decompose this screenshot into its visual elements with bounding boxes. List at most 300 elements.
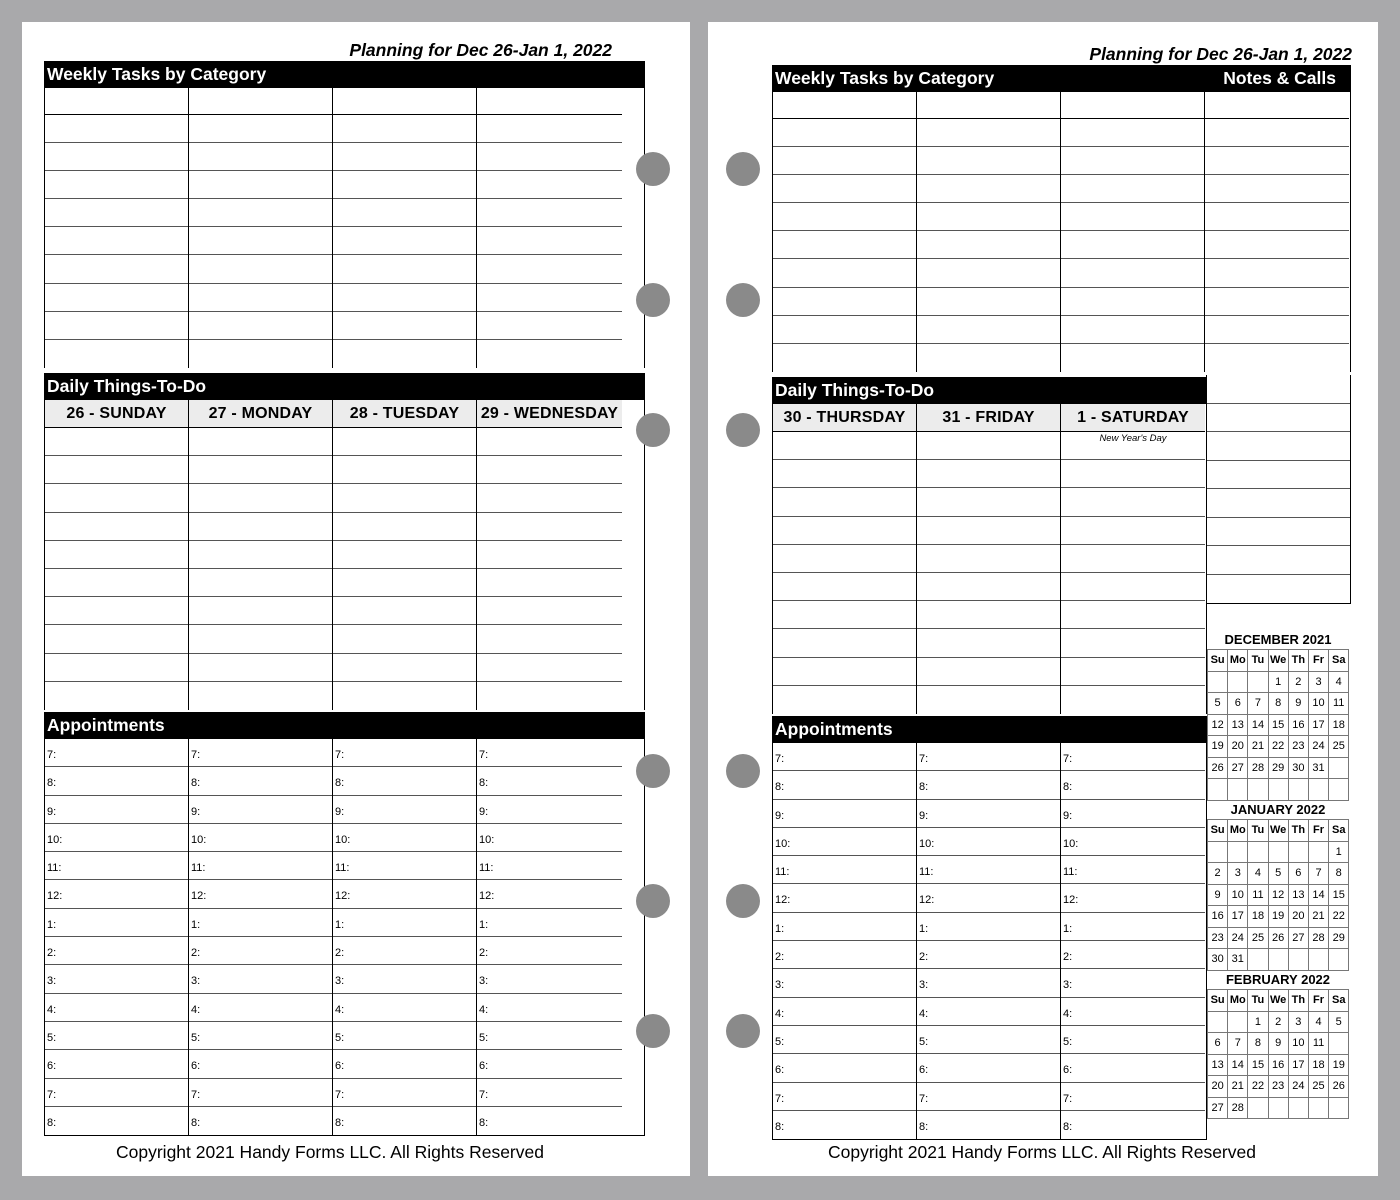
appointment-slot[interactable] <box>45 880 188 908</box>
appointment-slot[interactable] <box>189 937 332 965</box>
todo-line[interactable] <box>45 682 188 710</box>
calendar-day[interactable]: 25 <box>1248 928 1268 950</box>
todo-line[interactable] <box>773 629 916 657</box>
task-category-cell[interactable] <box>917 92 1060 119</box>
task-category-cell[interactable] <box>773 92 916 119</box>
task-category-cell[interactable] <box>1061 92 1204 119</box>
todo-line[interactable] <box>773 573 916 601</box>
appointment-slot[interactable] <box>189 1050 332 1078</box>
calendar-day[interactable]: 25 <box>1329 736 1349 758</box>
task-line[interactable] <box>1205 175 1349 203</box>
calendar-day[interactable]: 26 <box>1208 758 1228 780</box>
calendar-day[interactable]: 25 <box>1309 1076 1329 1098</box>
task-line[interactable] <box>773 119 916 147</box>
calendar-day[interactable]: 5 <box>1208 693 1228 715</box>
task-line[interactable] <box>1205 288 1349 316</box>
todo-line[interactable] <box>45 654 188 682</box>
todo-line[interactable] <box>917 686 1060 714</box>
todo-line[interactable] <box>477 456 622 484</box>
notes-line[interactable] <box>1207 375 1350 404</box>
appointment-slot[interactable] <box>189 824 332 852</box>
appointment-slot[interactable] <box>1061 1111 1205 1139</box>
appointment-slot[interactable] <box>1061 1054 1205 1082</box>
appointment-slot[interactable] <box>1061 856 1205 884</box>
task-line[interactable] <box>773 288 916 316</box>
calendar-day[interactable]: 23 <box>1289 736 1309 758</box>
task-line[interactable] <box>189 255 332 283</box>
task-line[interactable] <box>1205 316 1349 344</box>
calendar-day[interactable]: 1 <box>1248 1012 1268 1034</box>
calendar-day[interactable]: 31 <box>1309 758 1329 780</box>
task-category-cell[interactable] <box>333 88 476 115</box>
task-line[interactable] <box>477 171 622 199</box>
task-line[interactable] <box>477 143 622 171</box>
todo-line[interactable] <box>333 484 476 512</box>
calendar-day[interactable]: 20 <box>1289 906 1309 928</box>
appointment-slot[interactable] <box>477 824 622 852</box>
calendar-day[interactable]: 14 <box>1309 885 1329 907</box>
task-line[interactable] <box>1061 231 1204 259</box>
todo-line[interactable] <box>45 569 188 597</box>
task-line[interactable] <box>773 316 916 344</box>
task-line[interactable] <box>1205 203 1349 231</box>
appointment-slot[interactable] <box>477 1050 622 1078</box>
todo-line[interactable] <box>917 601 1060 629</box>
appointment-slot[interactable] <box>45 767 188 795</box>
appointment-slot[interactable] <box>45 852 188 880</box>
todo-line[interactable] <box>45 597 188 625</box>
appointment-slot[interactable] <box>189 1107 332 1135</box>
appointment-slot[interactable] <box>1061 800 1205 828</box>
task-line[interactable] <box>45 227 188 255</box>
todo-line[interactable] <box>45 456 188 484</box>
todo-line[interactable] <box>189 484 332 512</box>
calendar-day[interactable]: 28 <box>1228 1098 1248 1120</box>
calendar-day[interactable]: 2 <box>1269 1012 1289 1034</box>
todo-line[interactable] <box>1061 517 1205 545</box>
calendar-day[interactable]: 21 <box>1228 1076 1248 1098</box>
appointment-slot[interactable] <box>477 994 622 1022</box>
calendar-day[interactable]: 7 <box>1248 693 1268 715</box>
todo-line[interactable] <box>45 513 188 541</box>
appointment-slot[interactable] <box>333 965 476 993</box>
appointment-slot[interactable] <box>45 1107 188 1135</box>
calendar-day[interactable]: 13 <box>1208 1055 1228 1077</box>
appointment-slot[interactable] <box>917 828 1060 856</box>
appointment-slot[interactable] <box>189 767 332 795</box>
task-line[interactable] <box>917 288 1060 316</box>
calendar-day[interactable]: 6 <box>1289 863 1309 885</box>
task-line[interactable] <box>1061 147 1204 175</box>
todo-line[interactable] <box>1061 658 1205 686</box>
notes-line[interactable] <box>1207 432 1350 461</box>
notes-line[interactable] <box>1207 404 1350 433</box>
task-line[interactable] <box>917 231 1060 259</box>
appointment-slot[interactable] <box>917 913 1060 941</box>
calendar-day[interactable]: 13 <box>1289 885 1309 907</box>
todo-line[interactable] <box>333 682 476 710</box>
calendar-day[interactable]: 10 <box>1309 693 1329 715</box>
appointment-slot[interactable] <box>773 828 916 856</box>
task-line[interactable] <box>189 143 332 171</box>
task-line[interactable] <box>189 115 332 143</box>
appointment-slot[interactable] <box>45 796 188 824</box>
task-line[interactable] <box>477 227 622 255</box>
todo-line[interactable] <box>773 460 916 488</box>
calendar-day[interactable]: 16 <box>1289 715 1309 737</box>
calendar-day[interactable]: 29 <box>1329 928 1349 950</box>
appointment-slot[interactable] <box>1061 828 1205 856</box>
task-line[interactable] <box>477 199 622 227</box>
task-line[interactable] <box>1205 259 1349 287</box>
task-line[interactable] <box>333 227 476 255</box>
calendar-day[interactable]: 8 <box>1329 863 1349 885</box>
appointment-slot[interactable] <box>1061 771 1205 799</box>
appointment-slot[interactable] <box>1061 941 1205 969</box>
task-line[interactable] <box>189 284 332 312</box>
todo-line[interactable] <box>773 488 916 516</box>
todo-line[interactable] <box>189 682 332 710</box>
calendar-day[interactable]: 7 <box>1228 1033 1248 1055</box>
task-line[interactable] <box>189 227 332 255</box>
calendar-day[interactable]: 26 <box>1329 1076 1349 1098</box>
todo-line[interactable] <box>189 597 332 625</box>
task-category-cell[interactable] <box>45 88 188 115</box>
appointment-slot[interactable] <box>917 856 1060 884</box>
task-category-cell[interactable] <box>1205 92 1349 119</box>
calendar-day[interactable]: 22 <box>1248 1076 1268 1098</box>
todo-line[interactable] <box>1061 686 1205 714</box>
calendar-day[interactable]: 8 <box>1269 693 1289 715</box>
task-line[interactable] <box>45 199 188 227</box>
task-line[interactable] <box>917 316 1060 344</box>
appointment-slot[interactable] <box>189 994 332 1022</box>
appointment-slot[interactable] <box>189 852 332 880</box>
todo-line[interactable] <box>477 625 622 653</box>
appointment-slot[interactable] <box>333 1050 476 1078</box>
appointment-slot[interactable] <box>333 1107 476 1135</box>
calendar-day[interactable]: 27 <box>1208 1098 1228 1120</box>
todo-line[interactable] <box>333 513 476 541</box>
appointment-slot[interactable] <box>333 1079 476 1107</box>
todo-line[interactable] <box>477 484 622 512</box>
appointment-slot[interactable] <box>773 856 916 884</box>
appointment-slot[interactable] <box>45 994 188 1022</box>
appointment-slot[interactable] <box>477 937 622 965</box>
todo-line[interactable] <box>189 654 332 682</box>
appointment-slot[interactable] <box>477 880 622 908</box>
todo-line[interactable] <box>333 597 476 625</box>
calendar-day[interactable]: 14 <box>1228 1055 1248 1077</box>
todo-line[interactable] <box>333 541 476 569</box>
calendar-day[interactable]: 9 <box>1289 693 1309 715</box>
calendar-day[interactable]: 21 <box>1248 736 1268 758</box>
todo-line[interactable] <box>45 428 188 456</box>
calendar-day[interactable]: 9 <box>1208 885 1228 907</box>
appointment-slot[interactable] <box>333 824 476 852</box>
todo-line[interactable] <box>189 428 332 456</box>
appointment-slot[interactable] <box>333 796 476 824</box>
calendar-day[interactable]: 23 <box>1269 1076 1289 1098</box>
todo-line[interactable] <box>333 625 476 653</box>
todo-line[interactable] <box>333 654 476 682</box>
task-line[interactable] <box>477 255 622 283</box>
todo-line[interactable] <box>189 625 332 653</box>
appointment-slot[interactable] <box>45 965 188 993</box>
todo-line[interactable] <box>773 601 916 629</box>
task-line[interactable] <box>1061 344 1204 372</box>
task-line[interactable] <box>45 143 188 171</box>
appointment-slot[interactable] <box>1061 1083 1205 1111</box>
todo-line[interactable] <box>45 625 188 653</box>
calendar-day[interactable]: 19 <box>1329 1055 1349 1077</box>
task-line[interactable] <box>1061 119 1204 147</box>
calendar-day[interactable]: 21 <box>1309 906 1329 928</box>
todo-line[interactable] <box>773 658 916 686</box>
task-line[interactable] <box>773 231 916 259</box>
calendar-day[interactable]: 15 <box>1248 1055 1268 1077</box>
todo-line[interactable] <box>1061 432 1205 460</box>
appointment-slot[interactable] <box>1061 969 1205 997</box>
task-line[interactable] <box>333 284 476 312</box>
task-line[interactable] <box>189 199 332 227</box>
task-line[interactable] <box>333 199 476 227</box>
todo-line[interactable] <box>1061 601 1205 629</box>
calendar-day[interactable]: 20 <box>1208 1076 1228 1098</box>
appointment-slot[interactable] <box>477 1079 622 1107</box>
task-line[interactable] <box>917 119 1060 147</box>
task-line[interactable] <box>45 284 188 312</box>
task-line[interactable] <box>773 344 916 372</box>
task-line[interactable] <box>1061 259 1204 287</box>
task-line[interactable] <box>189 340 332 368</box>
todo-line[interactable] <box>917 517 1060 545</box>
todo-line[interactable] <box>773 686 916 714</box>
appointment-slot[interactable] <box>1061 884 1205 912</box>
task-line[interactable] <box>333 115 476 143</box>
todo-line[interactable] <box>333 456 476 484</box>
calendar-day[interactable]: 16 <box>1208 906 1228 928</box>
todo-line[interactable] <box>477 654 622 682</box>
task-line[interactable] <box>1205 344 1349 372</box>
todo-line[interactable] <box>917 432 1060 460</box>
todo-line[interactable] <box>1061 460 1205 488</box>
calendar-day[interactable]: 11 <box>1309 1033 1329 1055</box>
appointment-slot[interactable] <box>45 909 188 937</box>
appointment-slot[interactable] <box>333 909 476 937</box>
appointment-slot[interactable] <box>45 1022 188 1050</box>
calendar-day[interactable]: 4 <box>1329 672 1349 694</box>
appointment-slot[interactable] <box>189 965 332 993</box>
appointment-slot[interactable] <box>477 1022 622 1050</box>
appointment-slot[interactable] <box>333 994 476 1022</box>
task-line[interactable] <box>1205 231 1349 259</box>
task-line[interactable] <box>45 171 188 199</box>
task-line[interactable] <box>1205 119 1349 147</box>
todo-line[interactable] <box>917 460 1060 488</box>
todo-line[interactable] <box>477 569 622 597</box>
todo-line[interactable] <box>917 658 1060 686</box>
calendar-day[interactable]: 10 <box>1289 1033 1309 1055</box>
todo-line[interactable] <box>773 517 916 545</box>
appointment-slot[interactable] <box>917 743 1060 771</box>
calendar-day[interactable]: 27 <box>1228 758 1248 780</box>
task-line[interactable] <box>917 147 1060 175</box>
calendar-day[interactable]: 7 <box>1309 863 1329 885</box>
calendar-day[interactable]: 30 <box>1208 949 1228 971</box>
calendar-day[interactable]: 22 <box>1329 906 1349 928</box>
calendar-day[interactable]: 4 <box>1248 863 1268 885</box>
calendar-day[interactable]: 19 <box>1269 906 1289 928</box>
calendar-day[interactable]: 1 <box>1329 842 1349 864</box>
calendar-day[interactable]: 27 <box>1289 928 1309 950</box>
appointment-slot[interactable] <box>773 771 916 799</box>
appointment-slot[interactable] <box>45 937 188 965</box>
task-line[interactable] <box>333 340 476 368</box>
task-line[interactable] <box>917 203 1060 231</box>
calendar-day[interactable]: 30 <box>1289 758 1309 780</box>
appointment-slot[interactable] <box>333 1022 476 1050</box>
appointment-slot[interactable] <box>773 743 916 771</box>
appointment-slot[interactable] <box>1061 998 1205 1026</box>
task-line[interactable] <box>45 340 188 368</box>
todo-line[interactable] <box>917 629 1060 657</box>
calendar-day[interactable]: 28 <box>1309 928 1329 950</box>
calendar-day[interactable]: 2 <box>1208 863 1228 885</box>
task-line[interactable] <box>1061 175 1204 203</box>
calendar-day[interactable]: 3 <box>1289 1012 1309 1034</box>
task-line[interactable] <box>333 143 476 171</box>
task-line[interactable] <box>45 115 188 143</box>
task-line[interactable] <box>917 175 1060 203</box>
calendar-day[interactable]: 24 <box>1289 1076 1309 1098</box>
appointment-slot[interactable] <box>45 739 188 767</box>
task-line[interactable] <box>189 171 332 199</box>
todo-line[interactable] <box>773 545 916 573</box>
calendar-day[interactable]: 24 <box>1228 928 1248 950</box>
calendar-day[interactable]: 8 <box>1248 1033 1268 1055</box>
appointment-slot[interactable] <box>773 800 916 828</box>
calendar-day[interactable]: 24 <box>1309 736 1329 758</box>
appointment-slot[interactable] <box>45 1079 188 1107</box>
calendar-day[interactable]: 22 <box>1269 736 1289 758</box>
calendar-day[interactable]: 18 <box>1248 906 1268 928</box>
appointment-slot[interactable] <box>477 767 622 795</box>
calendar-day[interactable]: 31 <box>1228 949 1248 971</box>
appointment-slot[interactable] <box>773 884 916 912</box>
calendar-day[interactable]: 3 <box>1228 863 1248 885</box>
task-line[interactable] <box>1061 288 1204 316</box>
appointment-slot[interactable] <box>917 1083 1060 1111</box>
calendar-day[interactable]: 12 <box>1208 715 1228 737</box>
appointment-slot[interactable] <box>45 1050 188 1078</box>
task-line[interactable] <box>1061 203 1204 231</box>
calendar-day[interactable]: 2 <box>1289 672 1309 694</box>
notes-line[interactable] <box>1207 546 1350 575</box>
appointment-slot[interactable] <box>333 739 476 767</box>
todo-line[interactable] <box>333 569 476 597</box>
appointment-slot[interactable] <box>333 767 476 795</box>
task-line[interactable] <box>477 115 622 143</box>
appointment-slot[interactable] <box>477 739 622 767</box>
todo-line[interactable] <box>477 513 622 541</box>
calendar-day[interactable]: 13 <box>1228 715 1248 737</box>
appointment-slot[interactable] <box>917 1026 1060 1054</box>
appointment-slot[interactable] <box>477 852 622 880</box>
notes-line[interactable] <box>1207 518 1350 547</box>
task-line[interactable] <box>917 259 1060 287</box>
calendar-day[interactable]: 23 <box>1208 928 1228 950</box>
appointment-slot[interactable] <box>477 796 622 824</box>
todo-line[interactable] <box>189 456 332 484</box>
calendar-day[interactable]: 29 <box>1269 758 1289 780</box>
task-line[interactable] <box>1061 316 1204 344</box>
calendar-day[interactable]: 3 <box>1309 672 1329 694</box>
calendar-day[interactable]: 1 <box>1269 672 1289 694</box>
calendar-day[interactable]: 11 <box>1248 885 1268 907</box>
todo-line[interactable] <box>333 428 476 456</box>
task-line[interactable] <box>477 340 622 368</box>
appointment-slot[interactable] <box>1061 1026 1205 1054</box>
appointment-slot[interactable] <box>333 937 476 965</box>
calendar-day[interactable]: 18 <box>1329 715 1349 737</box>
task-line[interactable] <box>477 284 622 312</box>
calendar-day[interactable]: 5 <box>1269 863 1289 885</box>
calendar-day[interactable]: 15 <box>1269 715 1289 737</box>
calendar-day[interactable]: 28 <box>1248 758 1268 780</box>
appointment-slot[interactable] <box>773 998 916 1026</box>
calendar-day[interactable]: 15 <box>1329 885 1349 907</box>
calendar-day[interactable]: 11 <box>1329 693 1349 715</box>
appointment-slot[interactable] <box>773 1054 916 1082</box>
notes-line[interactable] <box>1207 489 1350 518</box>
todo-line[interactable] <box>45 484 188 512</box>
appointment-slot[interactable] <box>1061 743 1205 771</box>
appointment-slot[interactable] <box>477 909 622 937</box>
calendar-day[interactable]: 19 <box>1208 736 1228 758</box>
calendar-day[interactable]: 20 <box>1228 736 1248 758</box>
appointment-slot[interactable] <box>773 941 916 969</box>
todo-line[interactable] <box>189 513 332 541</box>
task-line[interactable] <box>773 203 916 231</box>
task-line[interactable] <box>333 171 476 199</box>
calendar-day[interactable]: 17 <box>1309 715 1329 737</box>
calendar-day[interactable]: 4 <box>1309 1012 1329 1034</box>
notes-line[interactable] <box>1207 575 1350 604</box>
task-line[interactable] <box>773 259 916 287</box>
calendar-day[interactable]: 6 <box>1208 1033 1228 1055</box>
appointment-slot[interactable] <box>189 1079 332 1107</box>
task-line[interactable] <box>45 312 188 340</box>
appointment-slot[interactable] <box>189 909 332 937</box>
task-line[interactable] <box>773 175 916 203</box>
task-line[interactable] <box>333 312 476 340</box>
appointment-slot[interactable] <box>773 913 916 941</box>
todo-line[interactable] <box>189 541 332 569</box>
appointment-slot[interactable] <box>917 884 1060 912</box>
task-line[interactable] <box>1205 147 1349 175</box>
todo-line[interactable] <box>189 569 332 597</box>
todo-line[interactable] <box>917 488 1060 516</box>
todo-line[interactable] <box>1061 545 1205 573</box>
calendar-day[interactable]: 18 <box>1309 1055 1329 1077</box>
todo-line[interactable] <box>917 545 1060 573</box>
todo-line[interactable] <box>477 597 622 625</box>
calendar-day[interactable]: 5 <box>1329 1012 1349 1034</box>
appointment-slot[interactable] <box>189 880 332 908</box>
appointment-slot[interactable] <box>333 852 476 880</box>
task-line[interactable] <box>477 312 622 340</box>
